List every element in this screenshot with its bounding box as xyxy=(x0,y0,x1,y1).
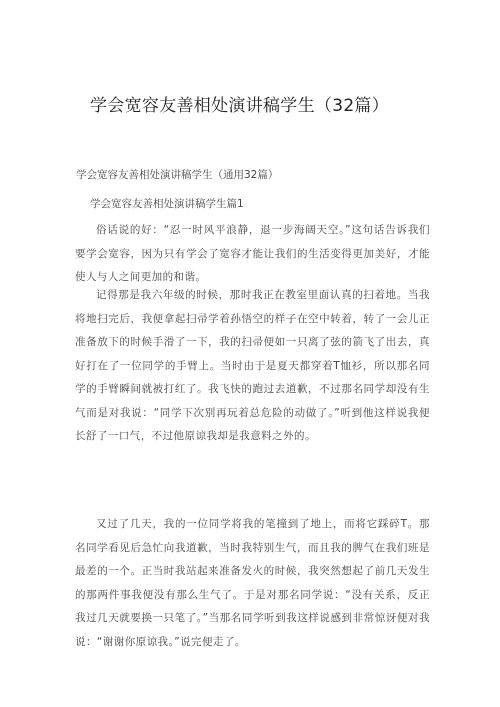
document-title: 学会宽容友善相处演讲稿学生（32篇） xyxy=(90,96,390,116)
body-paragraph-2: 记得那是我六年级的时候，那时我正在教室里面认真的扫着地。当我将地扫完后，我便拿起扫帚学着孙悟空的样子在空中转着，转了一会儿正准备放下的时候手滑了一下，我的扫帚便如一只离了弦的箭飞了出去，真好打在了一位同学的手臂上。当时由于是夏天都穿着T恤衫，所以那名同学的手臂瞬间就被打红了。我飞快的跑过去道歉，不过那名同学却没有生气而是对我说：“同学下次别再玩着总危险的动做了。”听到他这样说我便长舒了一口气，不过他原谅我却是我意料之外的。 xyxy=(75,289,430,442)
body-paragraph-1: 俗话说的好：“忍一时风平浪静，退一步海阔天空。”这句话告诉我们要学会宽容，因为只有学会了宽容才能让我们的生活变得更加美好，才能使人与人之间更加的和谐。 xyxy=(75,224,430,283)
document-subtitle: 学会宽容友善相处演讲稿学生（通用32篇） xyxy=(76,169,279,181)
body-paragraph-3: 又过了几天，我的一位同学将我的笔撞到了地上，而将它踩碎T。那名同学看见后急忙向我道歉，当时我特别生气，而且我的脾气在我们班是最差的一个。正当时我站起来准备发火的时候，我突然想起了前几天发生的那两件事我便没有那么生气了。于是对那名同学说：“没有关系，反正我过几天就要换一只笔了。”当那名同学听到我这样说感到非常惊讶便对我说：“谢谢你原谅我。”说完便走了。 xyxy=(75,518,430,648)
section-heading: 学会宽容友善相处演讲稿学生篇1 xyxy=(90,198,244,210)
